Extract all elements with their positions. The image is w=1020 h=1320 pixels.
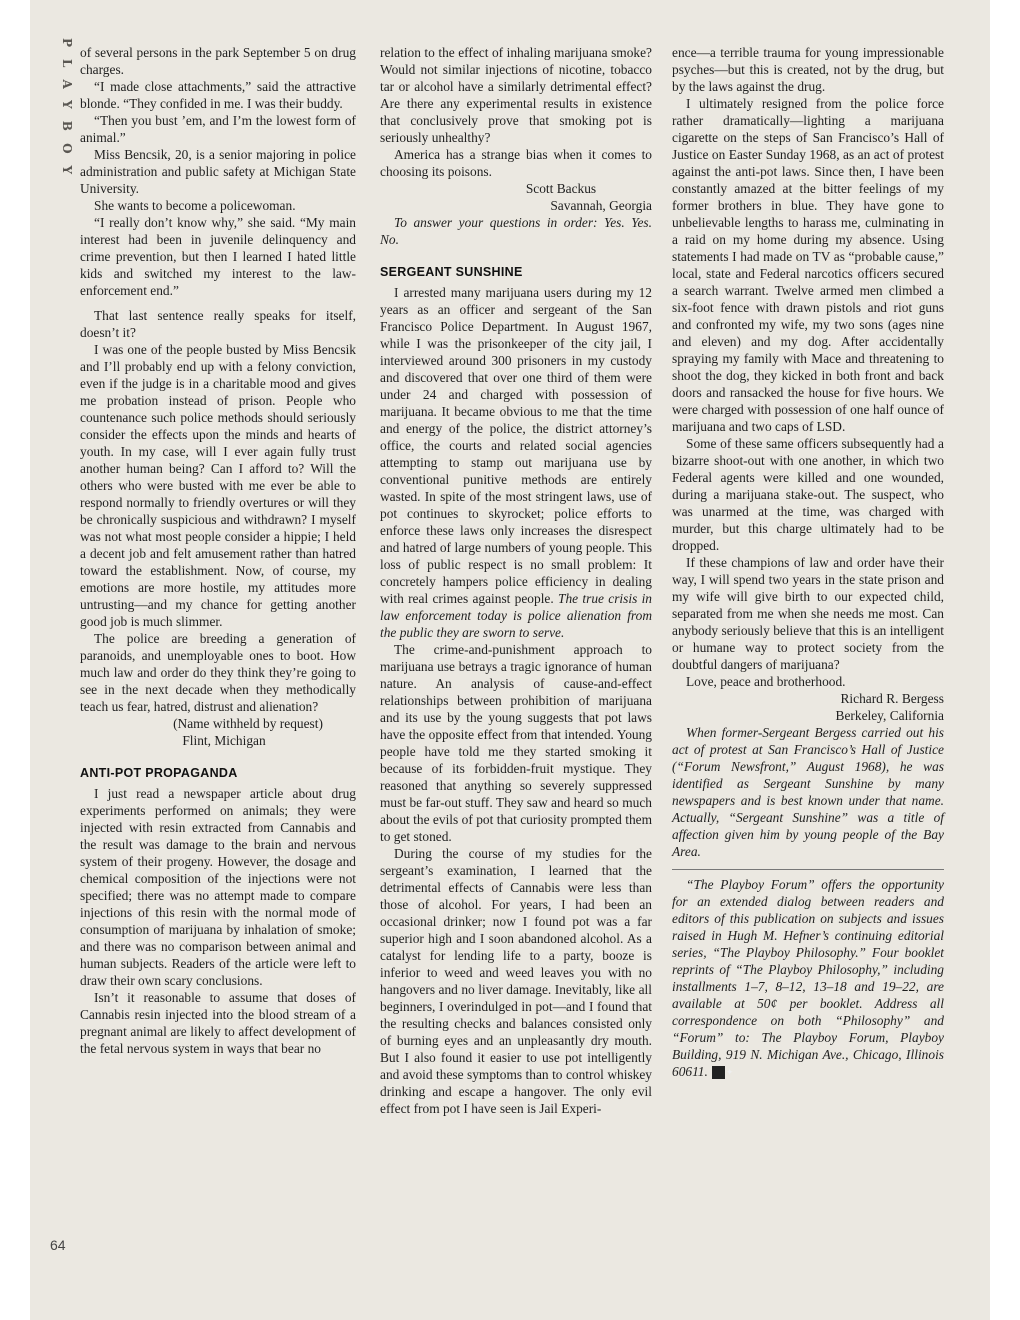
letter-location: Flint, Michigan bbox=[182, 733, 266, 748]
paragraph: If these champions of law and order have their way, I will spend two years in the state prison and my wife will give birth to our expected child, separated from me when she needs me most. Can anybody seriously believe that this is an intelligent or humane way to protect society from the doubtful dangers of marijuana? bbox=[672, 555, 944, 672]
divider bbox=[672, 869, 944, 870]
paragraph: Miss Bencsik, 20, is a senior majoring in police administration and public safety at Michigan State University. bbox=[80, 147, 356, 196]
paragraph: America has a strange bias when it comes to choosing its poisons. bbox=[380, 147, 652, 179]
section-heading: SERGEANT SUNSHINE bbox=[380, 265, 523, 279]
paragraph: “I really don’t know why,” she said. “My main interest had been in juvenile delinquency and crime prevention, but then I learned I hated little kids and switched my interest to the law-enforcement end.” bbox=[80, 215, 356, 298]
masthead: PLAYBOY bbox=[60, 38, 74, 187]
paragraph: She wants to become a policewoman. bbox=[94, 198, 296, 213]
letter-signature: (Name withheld by request) bbox=[173, 716, 323, 731]
paragraph: That last sentence really speaks for itself, doesn’t it? bbox=[80, 308, 356, 340]
editor-reply: To answer your questions in order: Yes. Yes. No. bbox=[380, 215, 652, 247]
section-heading: ANTI-POT PROPAGANDA bbox=[80, 766, 238, 780]
paragraph: “I made close attachments,” said the attractive blonde. “They confided in me. I was their buddy. bbox=[80, 79, 356, 111]
paragraph: The police are breeding a generation of paranoids, and unemployable ones to boot. How much law and order do they think they’re going to see in the next decade when they methodically teach us fear, hatred, distrust and alienation? bbox=[80, 631, 356, 714]
column-3 bbox=[672, 44, 944, 1080]
letter-location: Savannah, Georgia bbox=[550, 198, 652, 213]
paragraph: relation to the effect of inhaling marijuana smoke? Would not similar injections of nicotine, tobacco tar or alcohol have a similarly detrimental effect? Are there any experimental results in existence that conclusively prove that smoking pot is seriously unhealthy? bbox=[380, 45, 652, 145]
paragraph: I just read a newspaper article about drug experiments performed on animals; they were injected with resin extracted from Cannabis and the result was damage to the brain and nervous system of their progeny. However, the dosage and chemical composition of the injections were not specified; there was no attempt made to compare injections of this resin with the normal mode of consumption of marijuana by inhalation of smoke; and there was no comparison between animal and human subjects. Readers of the article were left to draw their own scary conclusions. bbox=[80, 786, 356, 988]
paragraph: I was one of the people busted by Miss Bencsik and I’ll probably end up with a felony conviction, even if the judge is in a charitable mood and gives me probation instead of prison. People who countenance such police methods should seriously consider the effects upon the minds and hearts of youth. In my case, will I ever again fully trust another human being? Can I afford to? Will the others who were busted with me ever be able to respond normally to friendly overtures or will they be chronically suspicious and withdrawn? I myself was not what most people consider a hippie; I held a decent job and felt amusement rather than hatred toward the establishment. Now, of course, my emotions are more hostile, my attitudes more untrusting—and my chance for getting another good job is much slimmer. bbox=[80, 342, 356, 629]
column-1 bbox=[80, 44, 356, 1057]
paragraph bbox=[380, 284, 652, 641]
page-number: 64 bbox=[50, 1237, 66, 1253]
letter-signature: Scott Backus bbox=[525, 181, 597, 196]
paragraph: I ultimately resigned from the police force rather dramatically—lighting a marijuana cigarette on the steps of San Francisco’s Hall of Justice on Easter Sunday 1968, as an act of protest against the anti-pot laws. Since then, I have been constantly amazed at the bitter feelings of my former brothers in blue. They have gone to unbelievable lengths to harass me, culminating in a raid on my home during my absence. Using statements I had made on TV as “probable cause,” local, state and Federal narcotics officers secured a search warrant. Twelve armed men climbed a six-foot fence with drawn pistols and riot guns and confronted my wife, my two sons (ages nine and eleven) and my dog. After accidentally spraying my family with Mace and threatening to shoot the dog, they kicked in both front and back doors and ransacked the house for five hours. We were charged with possession of one half ounce of marijuana and two caps of LSD. bbox=[672, 96, 944, 434]
emphasized-text: The true crisis in law enforcement today is police alienation from the public they are sworn to serve. bbox=[380, 591, 652, 640]
paragraph: During the course of my studies for the sergeant’s examination, I learned that the detrimental effects of Cannabis were less than those of alcohol. For years, I had been an occasional drinker; now I found pot was a far superior high and I soon abandoned alcohol. As a catalyst for lending life to a party, booze is inferior to weed and weed leaves you with no hangovers and no liver damage. Inevitably, like all beginners, I overindulged in pot—and I found that the resulting checks and balances consisted only of burning eyes and an unpleasantly dry mouth. But I also found it easier to use pot intelligently and avoid these symptoms than to control whiskey drinking and escape a hangover. The only evil effect from pot I have seen is Jail Experi- bbox=[380, 846, 652, 1116]
bunny-logo-icon: ✦ bbox=[712, 1066, 725, 1079]
paragraph: Love, peace and brotherhood. bbox=[686, 674, 846, 689]
footer-note-text: “The Playboy Forum” offers the opportunity for an extended dialog between readers and editors of this publication on subjects and issues raised in Hugh M. Hefner’s continuing editorial series, “The Playboy Philosophy.” Four booklet reprints of “The Playboy Philosophy,” including installments 1–7, 8–12, 13–18 and 19–22, are available at 50¢ per booklet. Address all correspondence on both “Philosophy” and “Forum” to: The Playboy Forum, Playboy Building, 919 N. Michigan Ave., Chicago, Illinois 60611. bbox=[672, 877, 944, 1079]
paragraph: The crime-and-punishment approach to marijuana use betrays a tragic ignorance of human nature. An analysis of cause-and-effect relationships between prohibition of marijuana and its use by the young suggests that pot laws have the opposite effect from that intended. Young people have told me they started smoking it because of its forbidden-fruit mystique. They reasoned that anything so severely suppressed must be far-out stuff. They saw and heard so much about the evils of pot that curiosity prompted them to get stoned. bbox=[380, 642, 652, 844]
editor-reply: When former-Sergeant Bergess carried out his act of protest at San Francisco’s Hall of Justice (“Forum Newsfront,” August 1968), he was identified as Sergeant Sunshine by many newspapers and is best known under that name. Actually, “Sergeant Sunshine” was a title of affection given him by young people of the Bay Area. bbox=[672, 725, 944, 859]
magazine-page bbox=[30, 0, 990, 1320]
paragraph-text: I arrested many marijuana users during my 12 years as an officer and sergeant of the San Francisco Police Department. In August 1967, while I was the prisonkeeper of the city jail, I interviewed around 300 prisoners in my custody and discovered that over one third of them were under 24 and charged with possession of marijuana. It became obvious to me that the time and energy of the police, the district attorney’s office, the courts and related social agencies attempting to stamp out marijuana use by conventional punitive methods are entirely wasted. In spite of the most stringent laws, use of pot continues to skyrocket; police efforts to enforce these laws only increases the disrespect and hatred of large numbers of young people. This loss of public respect is no small problem: It concretely hampers police efficiency in dealing with real crimes against people. bbox=[380, 285, 652, 606]
letter-signature: Richard R. Bergess bbox=[840, 691, 944, 706]
paragraph: Isn’t it reasonable to assume that doses of Cannabis resin injected into the blood stream of a pregnant animal are likely to affect development of the fetal nervous system in ways that bear no bbox=[80, 990, 356, 1056]
letter-location: Berkeley, California bbox=[835, 708, 944, 723]
paragraph: “Then you bust ’em, and I’m the lowest form of animal.” bbox=[80, 113, 356, 145]
paragraph: of several persons in the park September 5 on drug charges. bbox=[80, 45, 356, 77]
paragraph: Some of these same officers subsequently had a bizarre shoot-out with one another, in which two Federal agents were killed and one wounded, during a marijuana stake-out. The suspect, who was unarmed at the time, was charged with murder, but this charge ultimately had to be dropped. bbox=[672, 436, 944, 553]
paragraph: ence—a terrible trauma for young impressionable psyches—but this is created, not by the drug, but by the laws against the drug. bbox=[672, 45, 944, 94]
forum-footer-note bbox=[672, 876, 944, 1080]
column-2 bbox=[380, 44, 652, 1117]
